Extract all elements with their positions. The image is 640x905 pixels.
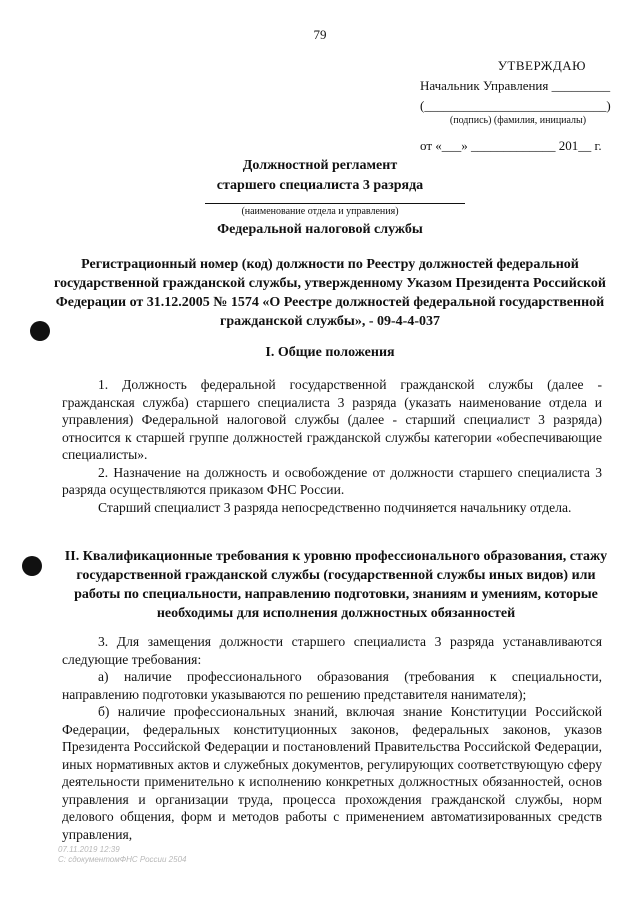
footer-stamp <box>58 845 186 865</box>
section1-title: I. Общие положения <box>265 345 395 360</box>
paragraph: а) наличие профессионального образования (требования к специальности, направлению подготовки указываются по решению представителя нанимателя); <box>62 669 602 702</box>
document-title-line2: старшего специалиста 3 разряда <box>216 178 424 193</box>
paragraph: 1. Должность федеральной государственной гражданской службы (далее - гражданская служба) старшего специалиста 3 разряда (указать наименование отдела и управления) Федеральной налоговой службы (далее - старший специалист 3 разряда) относится к старшей группе должностей гражданской службы категории «обеспечивающие специалисты». <box>62 377 602 462</box>
paragraph: 3. Для замещения должности старшего специалиста 3 разряда устанавливаются следующие требования: <box>62 634 602 667</box>
department-caption: (наименование отдела и управления) <box>241 206 399 217</box>
document-title-line1: Должностной регламент <box>242 158 398 173</box>
hole-punch-mark <box>30 321 50 341</box>
paragraph: б) наличие профессиональных знаний, включая знание Конституции Российской Федерации, федеральных конституционных законов, федеральных законов, указов Президента Российской Федерации и постановлений Правительства Российской Федерации, иных нормативных актов и служебных документов, регулирующих соответствующую сферу деятельности применительно к исполнению конкретных должностных обязанностей, основ управления и организации труда, процесса прохождения гражданской службы, норм делового общения, форм и методов работы с применением автоматизированных средств управления, <box>62 704 602 842</box>
paragraph: 2. Назначение на должность и освобождение от должности старшего специалиста 3 разряда осуществляются приказом ФНС России. <box>62 464 602 497</box>
approval-signature-caption: (подпись) (фамилия, инициалы) <box>449 115 587 126</box>
section2-body <box>62 633 602 843</box>
approval-position-line: Начальник Управления _________ <box>420 78 611 93</box>
service-name: Федеральной налоговой службы <box>217 222 423 237</box>
page-number: 79 <box>313 27 327 42</box>
section2-title: II. Квалификационные требования к уровню профессионального образования, стажу государственной гражданской службы (государственной службы иных видов) или работы по специальности, направлению подготовки, знаниям и умениям, которые необходимы для исполнения должностных обязанностей <box>64 549 608 621</box>
approval-block <box>420 56 616 156</box>
section1-body <box>62 376 602 516</box>
stamp-line: С: сдокументомФНС России 2504 <box>58 855 187 864</box>
approval-title: УТВЕРЖДАЮ <box>497 58 586 73</box>
hole-punch-mark <box>22 556 42 576</box>
registration-number: Регистрационный номер (код) должности по Реестру должностей федеральной государственной гражданской службы, утвержденному Указом Президента Российской Федерации от 31.12.2005 № 1574 «О Реестре должностей федеральной государственной гражданской службы», - 09-4-4-037 <box>54 257 606 329</box>
department-blank-line <box>205 203 465 204</box>
approval-signature-line: (____________________________) <box>420 98 611 113</box>
stamp-line: 07.11.2019 12:39 <box>58 845 120 854</box>
approval-date-line: от «___» _____________ 201__ г. <box>420 138 602 153</box>
paragraph: Старший специалист 3 разряда непосредственно подчиняется начальнику отдела. <box>98 499 572 515</box>
